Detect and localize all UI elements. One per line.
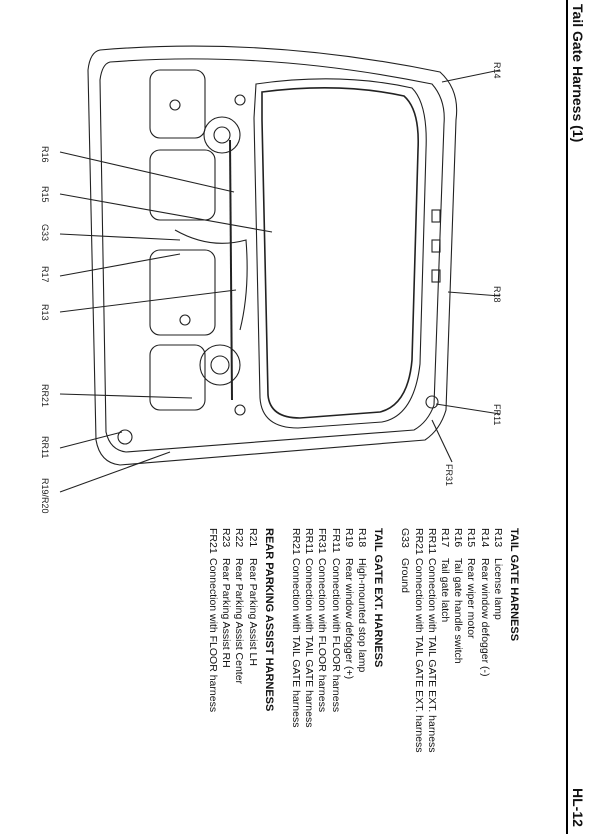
page-number: HL-12 <box>570 788 586 827</box>
legend-row <box>411 528 424 828</box>
section-tail-gate-ext-harness <box>289 528 384 828</box>
desc: Connection with FLOOR harness <box>329 558 342 713</box>
code: R15 <box>465 528 478 548</box>
legend-row <box>464 528 477 828</box>
legend-row <box>289 528 302 828</box>
desc: Connection with TAIL GATE EXT. harness <box>412 558 425 753</box>
code: R17 <box>438 528 451 548</box>
code: FR11 <box>329 528 342 553</box>
callout-r17: R17 <box>40 266 50 283</box>
tailgate-outer-outline <box>88 46 457 465</box>
desc: License lamp <box>491 558 504 620</box>
callout-r15: R15 <box>40 186 50 203</box>
legend-row <box>342 528 355 828</box>
callout-r18: R18 <box>492 286 502 303</box>
code: RR21 <box>289 528 302 555</box>
desc: Rear Parking Assist LH <box>246 558 259 666</box>
code: R19 <box>342 528 355 548</box>
legend-row <box>451 528 464 828</box>
legend-row <box>355 528 368 828</box>
callout-rr21: RR21 <box>40 384 50 408</box>
callout-r16: R16 <box>40 146 50 163</box>
legend-row <box>315 528 328 828</box>
code: R22 <box>233 528 246 548</box>
window-opening <box>262 88 418 418</box>
section-tail-gate-harness <box>398 528 520 828</box>
legend-row <box>328 528 341 828</box>
desc: Connection with TAIL GATE harness <box>289 558 302 728</box>
legend-row <box>425 528 438 828</box>
page-title: Tail Gate Harness (1) <box>570 4 586 143</box>
code: R18 <box>355 528 368 548</box>
section-title: TAIL GATE HARNESS <box>508 528 520 642</box>
section-title: TAIL GATE EXT. HARNESS <box>372 528 385 668</box>
desc: Connection with TAIL GATE EXT. harness <box>425 558 438 753</box>
callout-rr11: RR11 <box>40 436 50 459</box>
desc: Rear Parking Assist RH <box>220 558 233 668</box>
desc: Rear wiper motor <box>465 558 478 639</box>
desc: Tail gate latch <box>438 558 451 623</box>
desc: Tail gate handle switch <box>452 558 465 664</box>
callout-fr11: FR11 <box>492 404 502 426</box>
code: RR11 <box>303 528 316 555</box>
callout-r14: R14 <box>492 62 502 79</box>
code: FR31 <box>316 528 329 554</box>
callout-fr31: FR31 <box>444 464 454 487</box>
callout-r13: R13 <box>40 304 50 321</box>
legend-row <box>477 528 490 828</box>
desc: Connection with FLOOR harness <box>316 558 329 713</box>
legend-row <box>302 528 315 828</box>
code: R16 <box>452 528 465 548</box>
desc: Connection with FLOOR harness <box>206 558 219 713</box>
legend-row <box>232 528 245 828</box>
legend-row <box>206 528 219 828</box>
legend-row <box>219 528 232 828</box>
section-title: REAR PARKING ASSIST HARNESS <box>262 528 275 712</box>
code: R13 <box>491 528 504 548</box>
code: RR21 <box>412 528 425 555</box>
desc: Rear window defogger (-) <box>478 558 491 677</box>
desc: Rear Parking Assist Center <box>233 558 246 685</box>
code: R23 <box>220 528 233 548</box>
legend-row <box>491 528 504 828</box>
code: FR21 <box>206 528 219 554</box>
legend-row <box>398 528 411 828</box>
legend-row <box>245 528 258 828</box>
desc: High-mounted stop lamp <box>355 558 368 673</box>
code: RR11 <box>425 528 438 555</box>
desc: Ground <box>399 558 412 594</box>
legend-row <box>438 528 451 828</box>
desc: Rear window defogger (+) <box>342 558 355 680</box>
code: R21 <box>246 528 259 548</box>
callout-g33: G33 <box>40 224 50 242</box>
section-rear-parking-assist-harness <box>206 528 275 828</box>
desc: Connection with TAIL GATE harness <box>303 558 316 728</box>
code: G33 <box>399 528 412 548</box>
code: R14 <box>478 528 491 548</box>
callout-r19-r20: R19/R20 <box>40 478 50 514</box>
connector-legend <box>192 528 520 828</box>
